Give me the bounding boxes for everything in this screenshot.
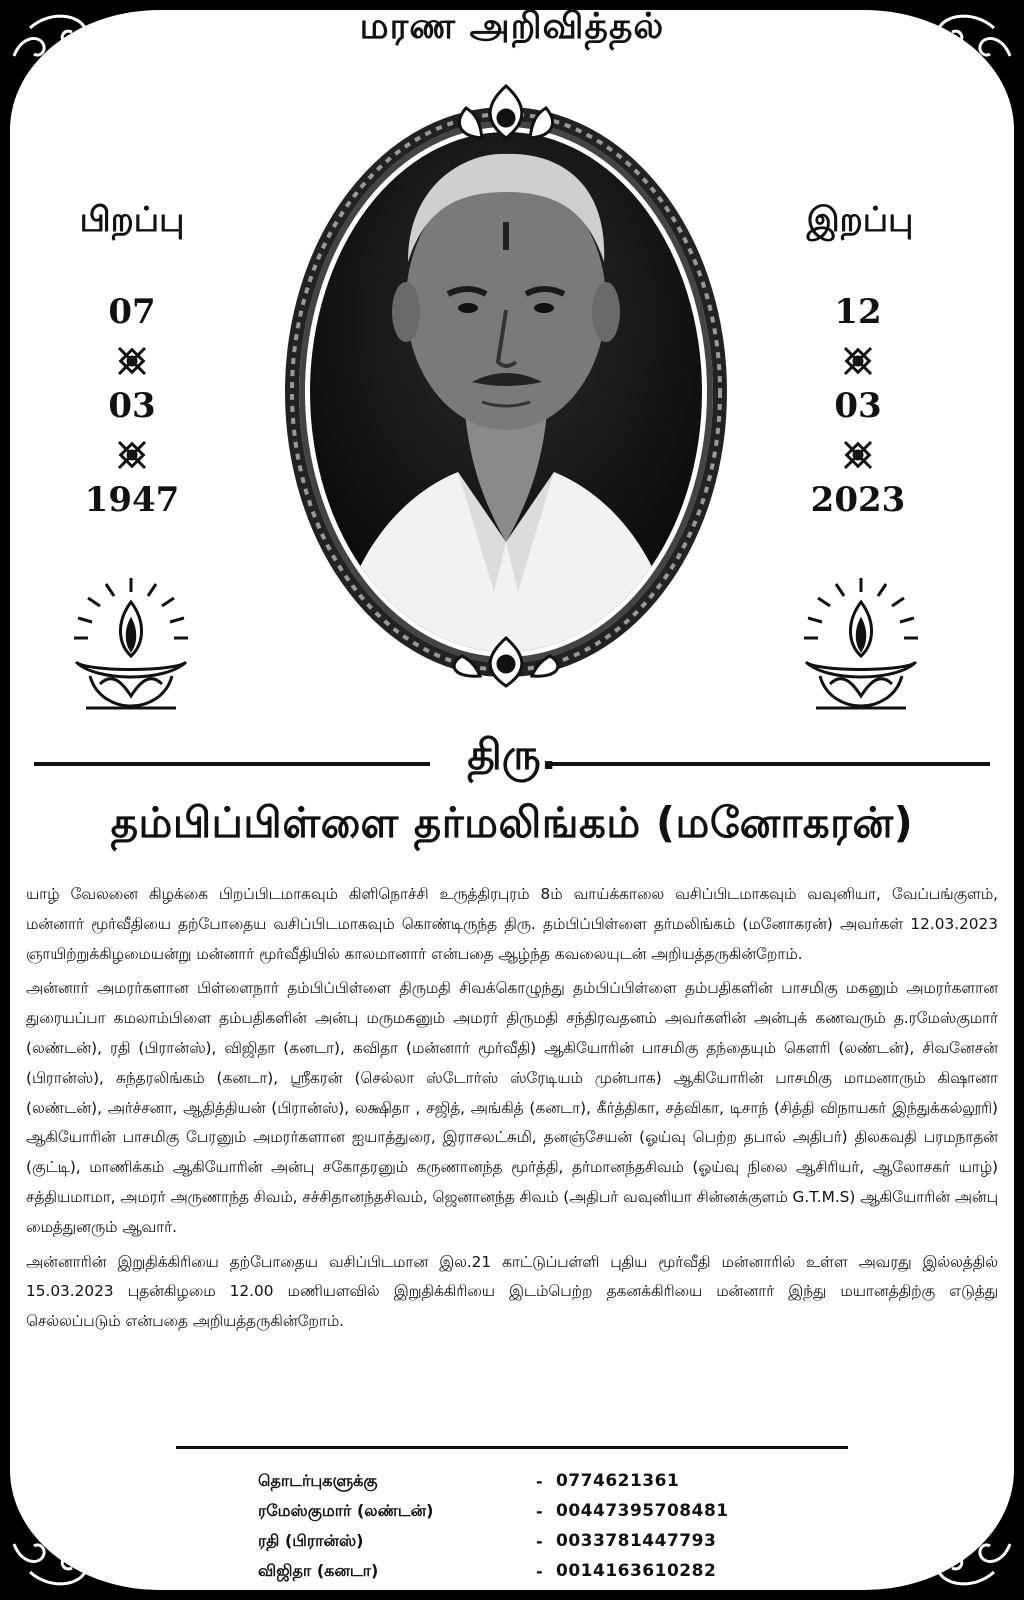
contact-phone: 0774621361 [556,1471,680,1491]
portrait-photo [268,72,744,692]
announcement-body [26,880,998,1342]
contact-separator: - [536,1561,543,1581]
contact-separator: - [536,1501,543,1521]
contact-name: ரதி (பிரான்ஸ்) [258,1530,364,1550]
birth-label: பிறப்பு [79,200,185,240]
contact-row [258,1556,818,1586]
contact-phone: 0033781447793 [556,1531,717,1551]
contact-name: ரமேஸ்குமார் (லண்டன்) [258,1500,434,1520]
notice-headline: மரண அறிவித்தல் [359,6,665,47]
deceased-name: தம்பிப்பிள்ளை தர்மலிங்கம் (மனோகரன்) [110,798,914,847]
contact-name: தொடர்புகளுக்கு [258,1470,378,1490]
contact-phone: 0014163610282 [556,1561,717,1581]
knot-icon [841,344,875,378]
contact-separator: - [536,1531,543,1551]
announcement-paragraph: அன்னாரின் இறுதிக்கிரியை தற்போதைய வசிப்பிடமான இல.21 காட்டுப்பள்ளி புதிய மூர்வீதி மன்னாரில் உள்ள அவரது இல்லத்தில் 15.03.2023 புதன்கிழமை 12.00 மணியளவில் இறுதிக்கிரியை இடம்பெற்ற தகனக்கிரியை மன்னார் இந்து மயானத்திற்கு எடுத்து செல்லப்படும் என்பதை அறியத்தருகின்றோம். [26,1252,998,1331]
announcement-paragraph: அன்னார் அமரர்களான பிள்ளைநார் தம்பிப்பிள்ளை திருமதி சிவக்கொழுந்து தம்பிப்பிள்ளை தம்பதிகளின் பாசமிகு மகனும் அமரர்களான துரையப்பா கமலாம்பிளை தம்பதிகளின் அன்பு மருமகனும் அமரர் திருமதி சந்திரவதனம் அவர்களின் அன்புக் கணவரும் த.ரமேஸ்குமார் (லண்டன்), ரதி (பிரான்ஸ்), விஜிதா (கனடா), கவிதா (மன்னார் மூர்வீதி) ஆகியோரின் பாசமிகு தந்தையும் கௌரி (லண்டன்), சிவனேசன் (பிரான்ஸ்), சுந்தரலிங்கம் (கனடா), ஸ்ரீகரன் (செல்லா ஸ்டோர்ஸ் ஸ்ரேடியம் முன்பாக) ஆகியோரின் பாசமிகு மாமனாரும் கிஷானா (லண்டன்), அர்ச்சனா, ஆதித்தியன் (பிரான்ஸ்), லக்ஷிதா , சஜித், அங்கித் (கனடா), கீர்த்திகா, சத்விகா, டிசாந் (சித்தி விநாயகர் இந்துக்கல்லூரி) ஆகியோரின் பாசமிகு பேரனும் அமரர்களான ஐயாத்துரை, இராசலட்சுமி, தனஞ்சேயன் (ஓய்வு பெற்ற தபால் அதிபர்) திலகவதி பரமநாதன் (குட்டி), மாணிக்கம் ஆகியோரின் அன்பு சகோதரனும் கருணானந்த மூர்த்தி, தர்மானந்தசிவம் (ஓய்வு நிலை ஆசிரியர், ஆலோசகர் யாழ்) சத்தியமாமா, அமரர் அருணாந்த சிவம், சச்சிதானந்தசிவம், ஜெனானந்த சிவம் (அதிபர் வவுனியா சின்னக்குளம் G.T.M.S) ஆகியோரின் அன்பு மைத்துனரும் ஆவார். [26,979,998,1236]
contact-row [258,1526,818,1556]
contacts-list [258,1466,818,1586]
contact-name: விஜிதா (கனடா) [258,1560,379,1580]
oil-lamp-icon [786,572,936,722]
death-month: 03 [834,386,882,426]
death-year: 2023 [810,480,906,520]
knot-icon [115,344,149,378]
contacts-divider [176,1446,848,1449]
knot-icon [841,438,875,472]
corner-ornament-bottom-right [904,1490,1024,1600]
honorific: திரு. [467,730,557,779]
death-day: 12 [834,292,882,332]
birth-day: 07 [108,292,156,332]
contact-row [258,1496,818,1526]
contact-phone: 00447395708481 [556,1501,729,1521]
contact-separator: - [536,1471,543,1491]
announcement-paragraph: யாழ் வேலனை கிழக்கை பிறப்பிடமாகவும் கிளிநொச்சி உருத்திரபுரம் 8ம் வாய்க்காலை வசிப்பிடமாகவும் வவுனியா, வேப்பங்குளம், மன்னார் மூர்வீதியை தற்போதைய வசிப்பிடமாகவும் கொண்டிருந்த திரு. தம்பிப்பிள்ளை தர்மலிங்கம் (மனோகரன்) அவர்கள் 12.03.2023 ஞாயிற்றுக்கிழமையன்று மன்னார் மூர்வீதியில் காலமானார் என்பதை ஆழ்ந்த கவலையுடன் அறியத்தருகின்றோம். [26,885,998,963]
knot-icon [115,438,149,472]
oil-lamp-icon [56,572,206,722]
corner-ornament-bottom-left [0,1490,120,1600]
death-label: இறப்பு [806,200,914,240]
contact-row [258,1466,818,1496]
birth-month: 03 [108,386,156,426]
birth-year: 1947 [84,480,180,520]
